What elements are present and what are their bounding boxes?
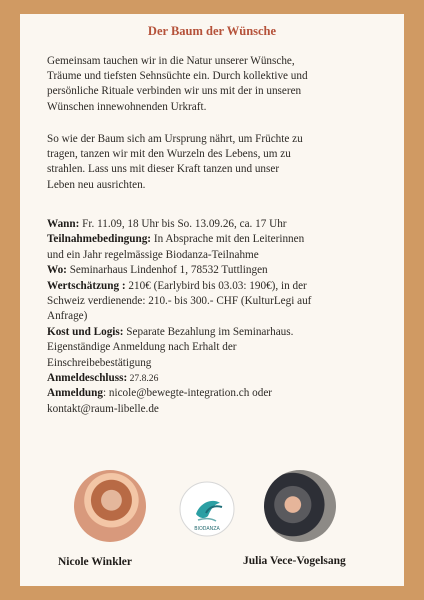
deadline-value: 27.8.26 <box>127 373 159 385</box>
board-row-cont: Einschreibebestätigung <box>47 356 152 369</box>
condition-row <box>47 232 395 247</box>
registration-value: : nicole@bewegte-integration.ch oder <box>102 387 273 400</box>
when-row <box>47 217 395 232</box>
where-value: Seminarhaus Lindenhof 1, 78532 Tuttlingen <box>66 264 268 277</box>
intro-line: Träume und tiefsten Sehnsüchte ein. Durch kollektive und <box>47 70 308 83</box>
intro-paragraph <box>47 54 395 115</box>
board-row-cont: Eigenständige Anmeldung nach Erhalt der <box>47 341 237 354</box>
page-title: Der Baum der Wünsche <box>147 24 277 38</box>
registration-label: Anmeldung <box>47 387 103 400</box>
deadline-row <box>47 371 395 386</box>
julia-photo <box>264 470 336 542</box>
when-label: Wann: <box>47 218 80 230</box>
condition-row-cont: und ein Jahr regelmässige Biodanza-Teilnahme <box>47 248 259 261</box>
body-line: tragen, tanzen wir mit den Wurzeln des Lebens, um zu <box>47 148 291 161</box>
when-value: Fr. 11.09, 18 Uhr bis So. 13.09.26, ca. 17 Uhr <box>79 218 287 230</box>
price-row-cont: Anfrage) <box>47 310 88 323</box>
board-value: Separate Bezahlung im Seminarhaus. <box>123 325 294 338</box>
price-row <box>47 279 395 294</box>
body-line: So wie der Baum sich am Ursprung nährt, um Früchte zu <box>47 133 303 145</box>
body-paragraph <box>47 132 395 193</box>
intro-line: persönliche Rituale verbinden wir uns mit der in unseren <box>47 85 302 98</box>
registration-row <box>47 386 395 401</box>
nicole-photo <box>74 470 146 542</box>
price-row-cont: Schweiz verdienende: 210.- bis 300.- CHF (KulturLegi auf <box>47 295 312 308</box>
deadline-label: Anmeldeschluss: <box>47 372 128 385</box>
intro-line: Gemeinsam tauchen wir in die Natur unserer Wünsche, <box>47 55 295 67</box>
registration-row-cont: kontakt@raum-libelle.de <box>47 402 159 415</box>
intro-line: Wünschen innewohnenden Urkraft. <box>47 100 207 113</box>
where-row <box>47 263 395 278</box>
where-label: Wo: <box>47 264 67 277</box>
julia-name: Julia Vece-Vogelsang <box>243 555 346 567</box>
board-label: Kost und Logis: <box>47 325 124 338</box>
logo-text: BIODANZA <box>194 527 220 532</box>
price-label: Wertschätzung : <box>47 279 126 292</box>
body-line: Leben neu ausrichten. <box>47 178 146 191</box>
price-value: 210€ (Earlybird bis 03.03: 190€), in der <box>125 279 307 292</box>
nicole-name: Nicole Winkler <box>58 556 133 568</box>
body-line: strahlen. Lass uns mit dieser Kraft tanzen und unser <box>47 163 280 176</box>
condition-value: In Absprache mit den Leiterinnen <box>151 233 305 246</box>
event-details <box>47 217 395 417</box>
biodanza-logo <box>178 480 236 538</box>
flyer-sheet <box>20 14 404 586</box>
condition-label: Teilnahmebedingung: <box>47 233 152 246</box>
board-row <box>47 325 395 340</box>
